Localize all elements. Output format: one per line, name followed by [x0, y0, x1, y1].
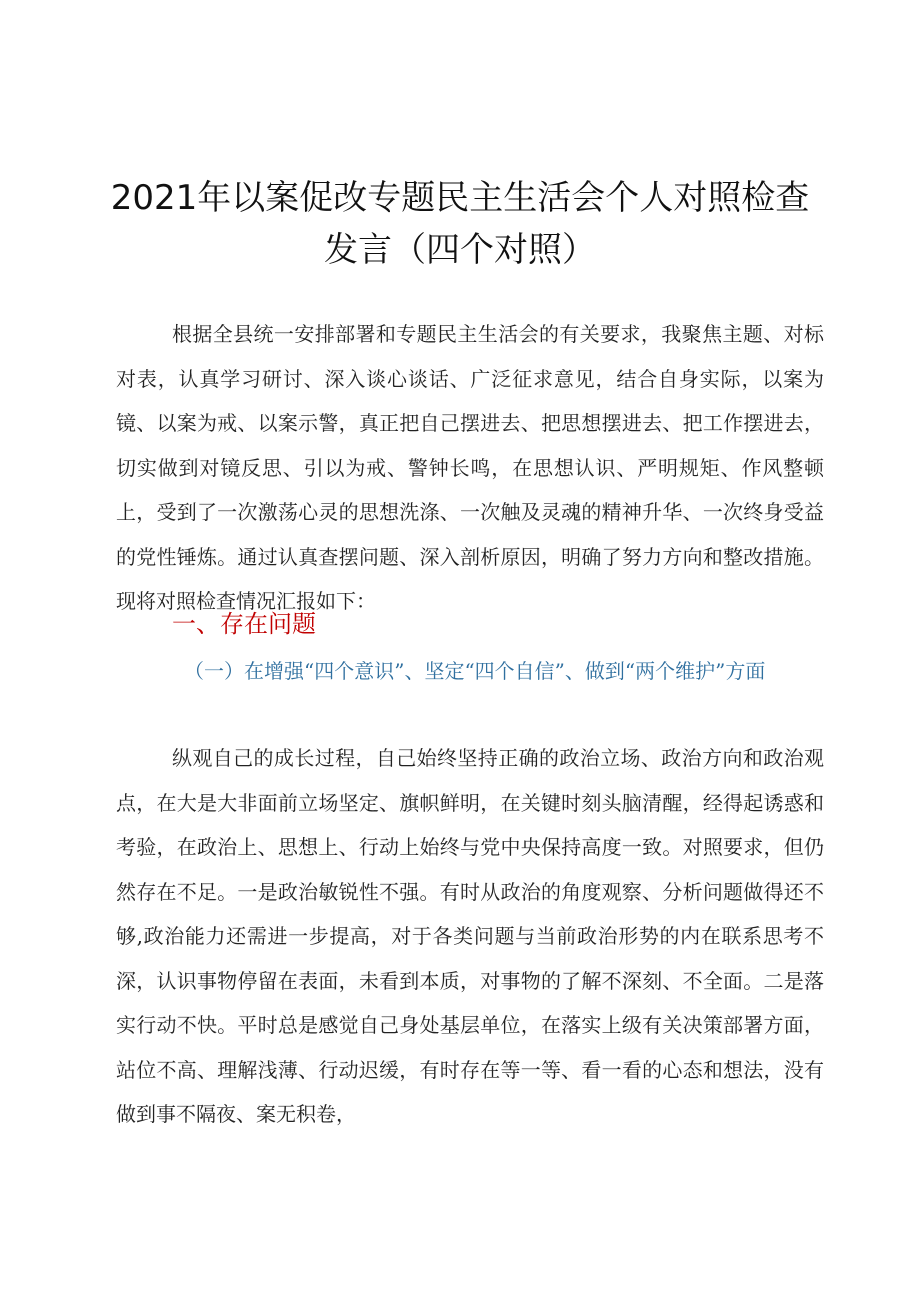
subsection-paragraph: 纵观自己的成长过程，自己始终坚持正确的政治立场、政治方向和政治观点，在大是大非面前立场坚定、旗帜鲜明，在关键时刻头脑清醒，经得起诱惑和考验，在政治上、思想上、行动上始终与党中央保持高度一致。对照要求，但仍然存在不足。一是政治敏锐性不强。有时从政治的角度观察、分析问题做得还不够,政治能力还需进一步提高，对于各类问题与当前政治形势的内在联系思考不深，认识事物停留在表面，未看到本质，对事物的了解不深刻、不全面。二是落实行动不快。平时总是感觉自己身处基层单位，在落实上级有关决策部署方面，站位不高、理解浅薄、行动迟缓，有时存在等一等、看一看的心态和想法，没有做到事不隔夜、案无积卷， — [116, 746, 824, 1126]
section-heading-existing-problems: 一、存在问题 — [172, 610, 316, 638]
document-title-line-1: 2021年以案促改专题民主生活会个人对照检查 — [110, 178, 810, 218]
intro-paragraph: 根据全县统一安排部署和专题民主生活会的有关要求，我聚焦主题、对标对表，认真学习研讨、深入谈心谈话、广泛征求意见，结合自身实际，以案为镜、以案为戒、以案示警，真正把自己摆进去、把思想摆进去、把工作摆进去，切实做到对镜反思、引以为戒、警钟长鸣，在思想认识、严明规矩、作风整顿上，受到了一次激荡心灵的思想洗涤、一次触及灵魂的精神升华、一次终身受益的党性锤炼。通过认真查摆问题、深入剖析原因，明确了努力方向和整改措施。现将对照检查情况汇报如下： — [116, 322, 824, 613]
document-title-line-2: 发言（四个对照） — [324, 230, 596, 270]
subsection-heading-four-consciousness: （一）在增强“四个意识”、坚定“四个自信”、做到“两个维护”方面 — [184, 659, 766, 683]
